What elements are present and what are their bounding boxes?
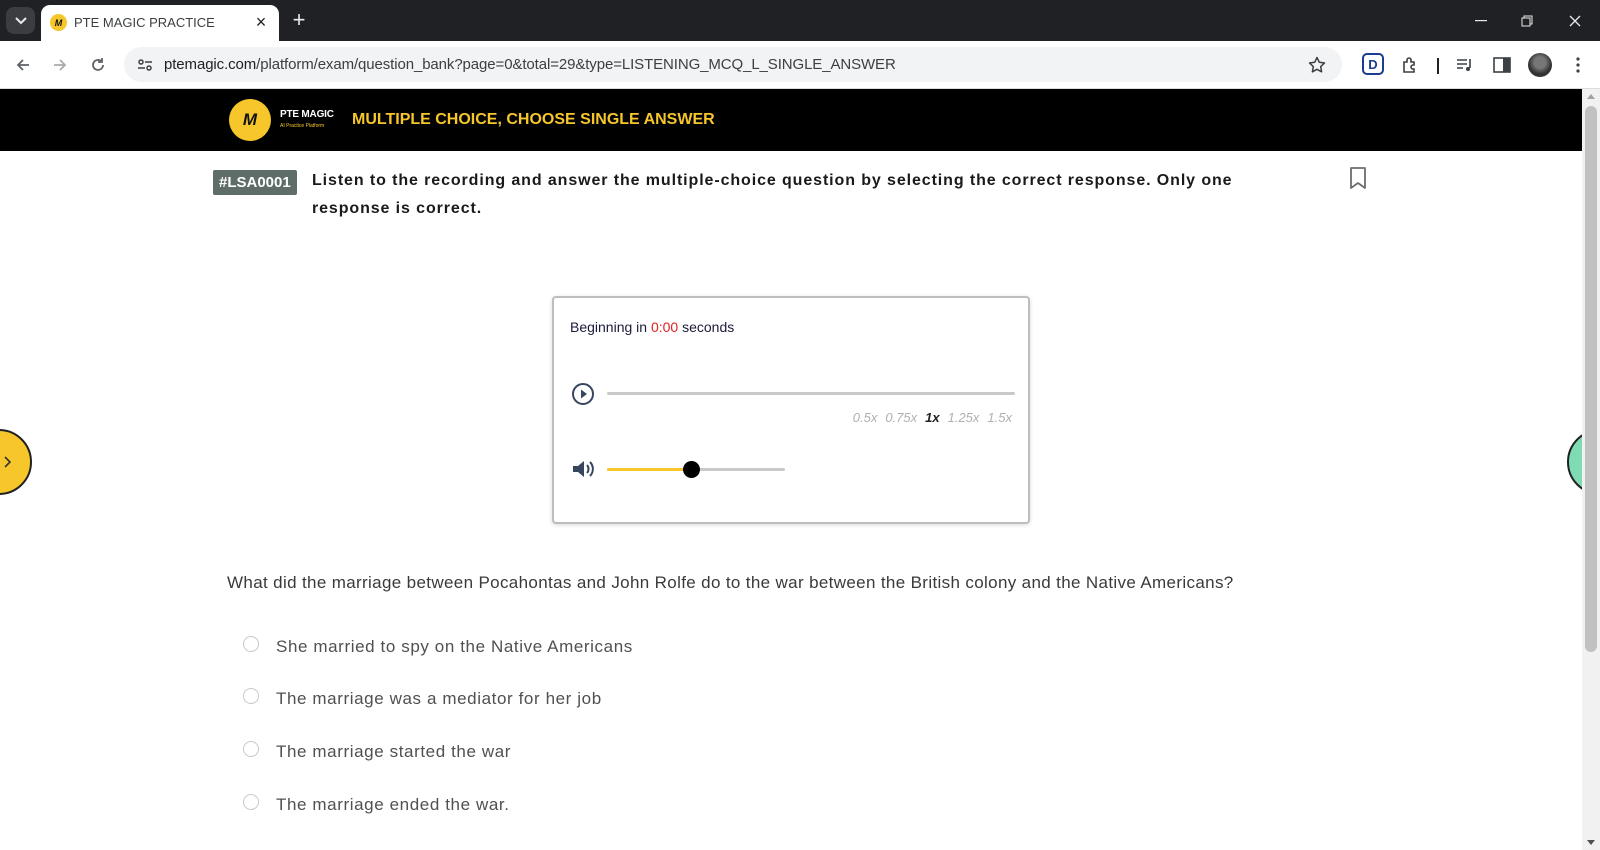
speed-selector xyxy=(853,410,1012,425)
media-controls-icon[interactable] xyxy=(1453,53,1477,77)
minimize-button[interactable] xyxy=(1458,0,1504,41)
speed-option[interactable]: 0.75x xyxy=(885,410,918,425)
audio-progress-bar[interactable] xyxy=(607,392,1015,395)
browser-toolbar xyxy=(0,41,1600,89)
volume-slider[interactable] xyxy=(607,468,785,471)
restore-icon xyxy=(1521,15,1533,27)
audio-player xyxy=(552,296,1030,524)
option-radio[interactable] xyxy=(243,794,259,810)
option-label: She married to spy on the Native Americans xyxy=(276,637,633,656)
page-title: MULTIPLE CHOICE, CHOOSE SINGLE ANSWER xyxy=(352,111,715,128)
tab-close-icon[interactable]: × xyxy=(255,11,267,32)
option-radio[interactable] xyxy=(243,636,259,652)
side-panel-icon[interactable] xyxy=(1490,53,1514,77)
site-info-icon[interactable] xyxy=(134,54,156,76)
previous-question-button[interactable] xyxy=(0,429,32,495)
answer-option[interactable] xyxy=(243,795,510,815)
option-label: The marriage started the war xyxy=(276,742,512,761)
question-id-badge: #LSA0001 xyxy=(213,170,297,195)
answer-option[interactable] xyxy=(243,689,602,709)
back-button[interactable] xyxy=(10,52,36,78)
arrow-left-icon xyxy=(15,57,31,73)
reload-button[interactable] xyxy=(85,52,111,78)
beginning-prefix: Beginning in xyxy=(570,319,651,335)
next-question-button[interactable] xyxy=(1567,429,1582,495)
option-label: The marriage was a mediator for her job xyxy=(276,689,602,708)
browser-menu-icon[interactable] xyxy=(1566,53,1590,77)
reload-icon xyxy=(90,57,106,73)
extensions-puzzle-icon[interactable] xyxy=(1398,53,1422,77)
bookmark-icon[interactable] xyxy=(1347,166,1369,190)
option-radio[interactable] xyxy=(243,741,259,757)
minimize-icon xyxy=(1475,20,1487,22)
countdown-value: 0:00 xyxy=(650,319,679,335)
play-circle-icon[interactable] xyxy=(571,382,595,406)
logo-name: PTE MAGIC xyxy=(280,109,334,120)
arrow-right-icon xyxy=(52,57,68,73)
close-icon xyxy=(1569,15,1581,27)
scroll-thumb[interactable] xyxy=(1585,106,1597,652)
beginning-suffix: seconds xyxy=(678,319,735,335)
volume-thumb[interactable] xyxy=(683,461,700,478)
page-content xyxy=(0,89,1582,850)
restore-button[interactable] xyxy=(1504,0,1550,41)
tab-title: PTE MAGIC PRACTICE xyxy=(74,15,215,30)
volume-icon[interactable] xyxy=(571,458,595,480)
profile-avatar[interactable] xyxy=(1528,53,1552,77)
speed-option[interactable]: 1.5x xyxy=(987,410,1012,425)
url-host: ptemagic.com xyxy=(164,56,257,73)
tab-search-button[interactable] xyxy=(6,7,35,34)
scroll-up-arrow[interactable] xyxy=(1587,94,1595,99)
volume-level xyxy=(607,468,691,471)
browser-tab-active[interactable] xyxy=(41,5,279,41)
page-scrollbar[interactable] xyxy=(1582,89,1600,850)
address-bar[interactable] xyxy=(124,47,1342,82)
question-text: What did the marriage between Pocahontas and John Rolfe do to the war between the British colony and the Native Americans? xyxy=(227,573,1234,592)
app-header xyxy=(0,89,1582,151)
option-radio[interactable] xyxy=(243,688,259,704)
speed-option[interactable]: 0.5x xyxy=(852,410,878,425)
close-window-button[interactable] xyxy=(1552,0,1598,41)
forward-button[interactable] xyxy=(47,52,73,78)
answer-option[interactable] xyxy=(243,742,511,762)
speed-option[interactable]: 1.25x xyxy=(947,410,980,425)
scroll-down-arrow[interactable] xyxy=(1587,840,1595,845)
extension-d-icon[interactable]: D xyxy=(1362,53,1384,75)
logo-tagline: AI Practice Platform xyxy=(280,123,325,129)
url-path: /platform/exam/question_bank?page=0&total=29&type=LISTENING_MCQ_L_SINGLE_ANSWER xyxy=(256,56,896,73)
chevron-down-icon xyxy=(15,17,27,25)
speed-option[interactable]: 1x xyxy=(925,410,940,425)
url-text[interactable] xyxy=(164,56,896,73)
instruction-text: Listen to the recording and answer the multiple-choice question by selecting the correct response. Only one response is correct. xyxy=(312,172,1233,217)
new-tab-button[interactable]: + xyxy=(292,7,306,32)
chevron-right-icon xyxy=(0,455,19,469)
bookmark-star-icon[interactable] xyxy=(1306,54,1328,76)
browser-tab-strip xyxy=(0,0,1600,41)
option-label: The marriage ended the war. xyxy=(276,795,510,814)
pte-magic-logo[interactable]: M xyxy=(229,99,271,141)
tab-favicon: M xyxy=(50,14,67,31)
toolbar-divider xyxy=(1437,58,1439,74)
countdown-text xyxy=(570,319,734,335)
answer-option[interactable] xyxy=(243,637,633,657)
